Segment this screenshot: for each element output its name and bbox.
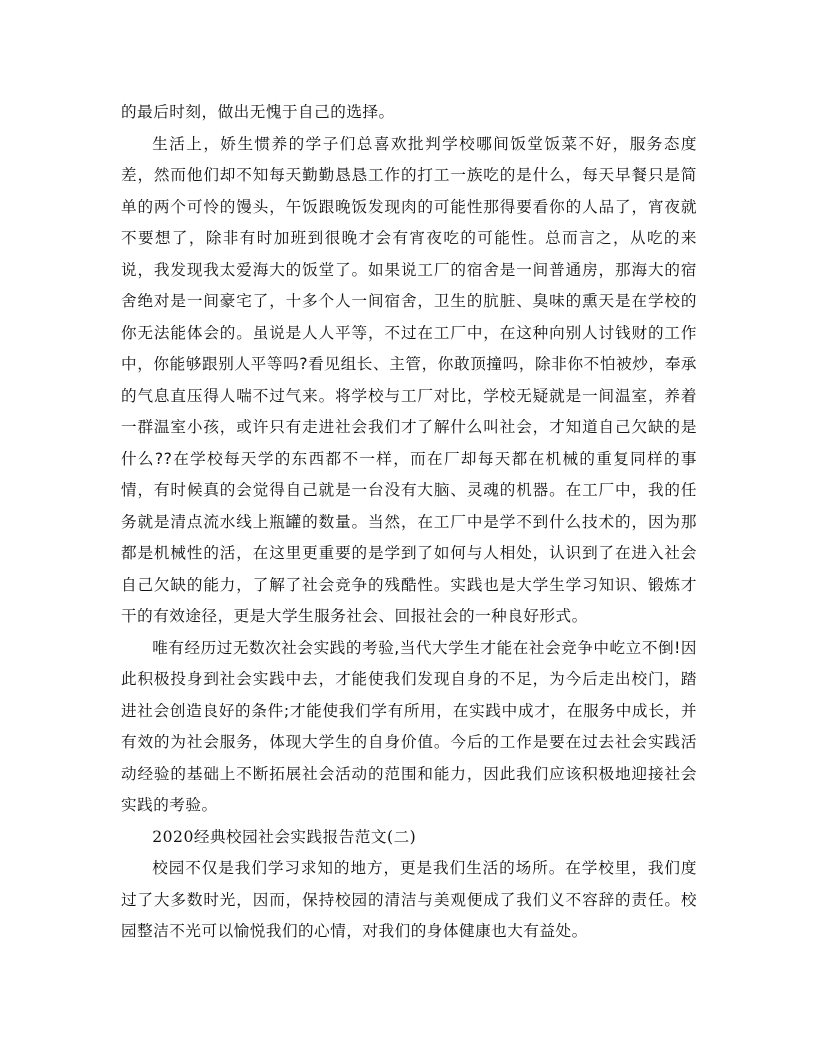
paragraph-life-comparison: 生活上，娇生惯养的学子们总喜欢批判学校哪间饭堂饭菜不好，服务态度差，然而他们却不知每天勤勤恳恳工作的打工一族吃的是什么，每天早餐只是简单的两个可怜的馒头，午饭跟晚饭发现肉的可能性那得要看你的人品了，宵夜就不要想了，除非有时加班到很晚才会有宵夜吃的可能性。总而言之，从吃的来说，我发现我太爱海大的饭堂了。如果说工厂的宿舍是一间普通房，那海大的宿舍绝对是一间豪宅了，十多个人一间宿舍，卫生的肮脏、臭味的熏天是在学校的你无法能体会的。虽说是人人平等，不过在工厂中，在这种向别人讨钱财的工作中，你能够跟别人平等吗?看见组长、主管，你敢顶撞吗，除非你不怕被炒，奉承的气息直压得人喘不过气来。将学校与工厂对比，学校无疑就是一间温室，养着一群温室小孩，或许只有走进社会我们才了解什么叫社会，才知道自己欠缺的是什么??在学校每天学的东西都不一样，而在厂却每天都在机械的重复同样的事情，有时候真的会觉得自己就是一台没有大脑、灵魂的机器。在工厂中，我的任务就是清点流水线上瓶罐的数量。当然，在工厂中是学不到什么技术的，因为那都是机械性的活，在这里更重要的是学到了如何与人相处，认识到了在进入社会自己欠缺的能力，了解了社会竞争的残酷性。实践也是大学生学习知识、锻炼才干的有效途径，更是大学生服务社会、回报社会的一种良好形式。 — [121, 134, 697, 625]
paragraph-campus-intro: 校园不仅是我们学习求知的地方，更是我们生活的场所。在学校里，我们度过了大多数时光，因而，保持校园的清洁与美观便成了我们义不容辞的责任。校园整洁不光可以愉悦我们的心情，对我们的身体健康也大有益处。 — [121, 859, 697, 940]
paragraph-continuation: 的最后时刻，做出无愧于自己的选择。 — [121, 103, 395, 121]
document-body — [121, 97, 697, 948]
section-heading: 2020经典校园社会实践报告范文(二) — [152, 827, 417, 846]
paragraph-conclusion: 唯有经历过无数次社会实践的考验,当代大学生才能在社会竞争中屹立不倒!因此积极投身到社会实践中去，才能使我们发现自身的不足，为今后走出校门，踏进社会创造良好的条件;才能使我们学有所用，在实践中成才，在服务中成长，并有效的为社会服务，体现大学生的自身价值。今后的工作是要在过去社会实践活动经验的基础上不断拓展社会活动的范围和能力，因此我们应该积极地迎接社会实践的考验。 — [121, 638, 697, 814]
